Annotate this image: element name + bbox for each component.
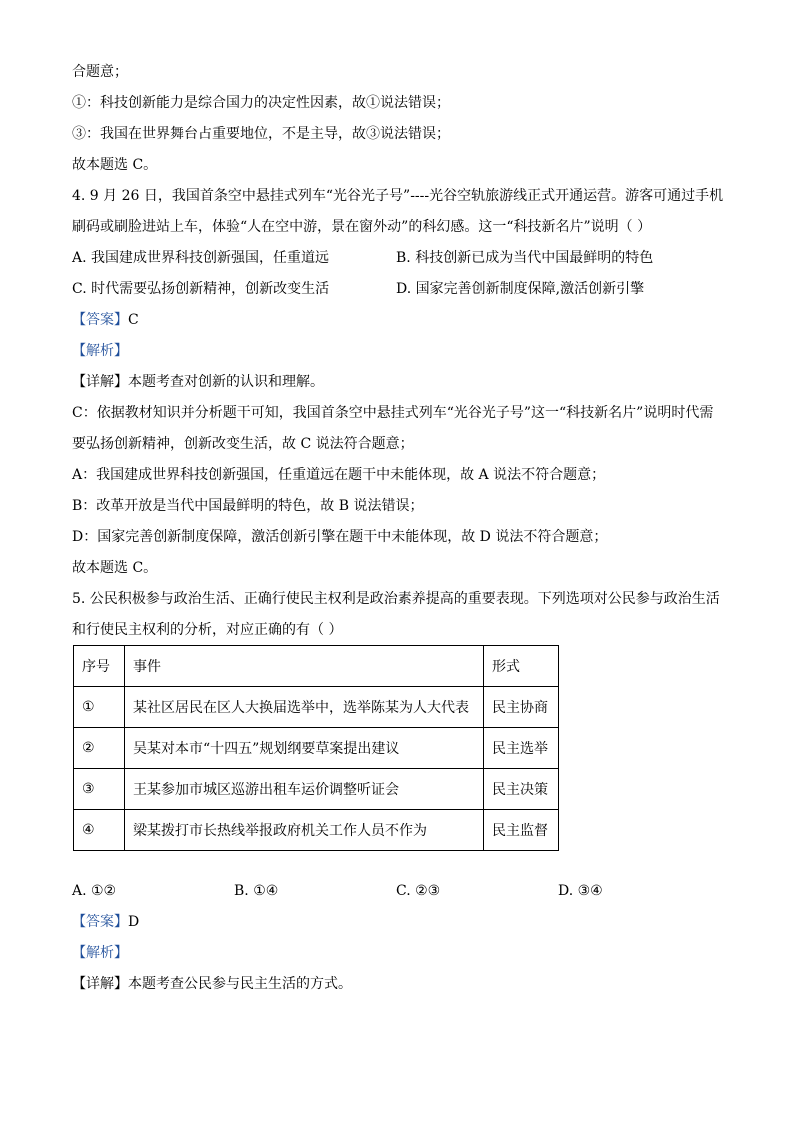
option-d: D. 国家完善创新制度保障,激活创新引擎	[396, 281, 645, 297]
question-5-stem: 5. 公民积极参与政治生活、正确行使民主权利是政治素养提高的重要表现。下列选项对公民参与政治生活	[72, 591, 720, 607]
text-line: ③：我国在世界舞台占重要地位，不是主导，故③说法错误；	[72, 126, 450, 142]
text-line: 故本题选 C。	[72, 157, 158, 173]
option-d: D. ③④	[558, 883, 603, 899]
answer-tag: 【答案】	[72, 312, 128, 328]
explanation-line: B：改革开放是当代中国最鲜明的特色，故 B 说法错误；	[72, 498, 424, 514]
detail-line	[72, 372, 722, 393]
table-cell: ②	[74, 728, 125, 769]
answer-value: D	[128, 914, 140, 930]
option-a: A. ①②	[72, 883, 117, 899]
document-page	[72, 62, 722, 995]
table-cell: 民主决策	[484, 769, 559, 810]
explanation-line: 要弘扬创新精神，创新改变生活，故 C 说法符合题意；	[72, 436, 414, 452]
table-cell: ③	[74, 769, 125, 810]
text-line: ①：科技创新能力是综合国力的决定性因素，故①说法错误；	[72, 95, 450, 111]
table-header-cell: 形式	[484, 646, 559, 687]
table-row	[74, 687, 559, 728]
table-row	[74, 810, 559, 851]
table-header-cell: 事件	[125, 646, 484, 687]
table-cell: 吴某对本市“十四五”规划纲要草案提出建议	[125, 728, 484, 769]
analysis-tag	[72, 341, 722, 362]
option-a: A. 我国建成世界科技创新强国，任重道远	[72, 250, 330, 266]
table-cell: 民主监督	[484, 810, 559, 851]
detail-text: 本题考查公民参与民主生活的方式。	[128, 976, 352, 992]
question-4-stem: 刷码或刷脸进站上车，体验“人在空中游，景在窗外动”的科幻感。这一“科技新名片”说明（ ）	[72, 219, 652, 235]
table-cell: 民主协商	[484, 687, 559, 728]
explanation-line: 故本题选 C。	[72, 560, 158, 576]
explanation-line: C：依据教材知识并分析题干可知，我国首条空中悬挂式列车“光谷光子号”这一“科技新名片”说明时代需	[72, 405, 714, 421]
table-row	[74, 769, 559, 810]
table-cell: 梁某拨打市长热线举报政府机关工作人员不作为	[125, 810, 484, 851]
detail-line	[72, 974, 722, 995]
table-cell: 王某参加市城区巡游出租车运价调整听证会	[125, 769, 484, 810]
question-5-stem: 和行使民主权利的分析，对应正确的有（ ）	[72, 622, 343, 638]
option-b: B. ①④	[234, 883, 279, 899]
analysis-label: 【解析】	[72, 945, 128, 961]
event-table	[73, 645, 559, 851]
question-4-options-row	[72, 279, 722, 300]
question-4-stem: 4. 9 月 26 日，我国首条空中悬挂式列车“光谷光子号”----光谷空轨旅游线正式开通运营。游客可通过手机	[72, 188, 724, 204]
analysis-tag	[72, 943, 722, 964]
explanation-line: D：国家完善创新制度保障，激活创新引擎在题干中未能体现，故 D 说法不符合题意；	[72, 529, 608, 545]
option-c: C. 时代需要弘扬创新精神，创新改变生活	[72, 281, 330, 297]
analysis-label: 【解析】	[72, 343, 128, 359]
explanation-line: A：我国建成世界科技创新强国，任重道远在题干中未能体现，故 A 说法不符合题意；	[72, 467, 606, 483]
answer-line	[72, 912, 722, 933]
answer-line	[72, 310, 722, 331]
table-header-row	[74, 646, 559, 687]
table-cell: ④	[74, 810, 125, 851]
table-cell: 某社区居民在区人大换届选举中，选举陈某为人大代表	[125, 687, 484, 728]
detail-tag: 【详解】	[72, 374, 128, 390]
text-line: 合题意；	[72, 64, 128, 80]
table-header-cell: 序号	[74, 646, 125, 687]
answer-tag: 【答案】	[72, 914, 128, 930]
table-row	[74, 728, 559, 769]
question-5-options-row	[72, 881, 722, 902]
question-4-options-row	[72, 248, 722, 269]
detail-tag: 【详解】	[72, 976, 128, 992]
table-cell: ①	[74, 687, 125, 728]
answer-value: C	[128, 312, 139, 328]
table-cell: 民主选举	[484, 728, 559, 769]
option-c: C. ②③	[396, 883, 441, 899]
detail-text: 本题考查对创新的认识和理解。	[128, 374, 324, 390]
option-b: B. 科技创新已成为当代中国最鲜明的特色	[396, 250, 654, 266]
